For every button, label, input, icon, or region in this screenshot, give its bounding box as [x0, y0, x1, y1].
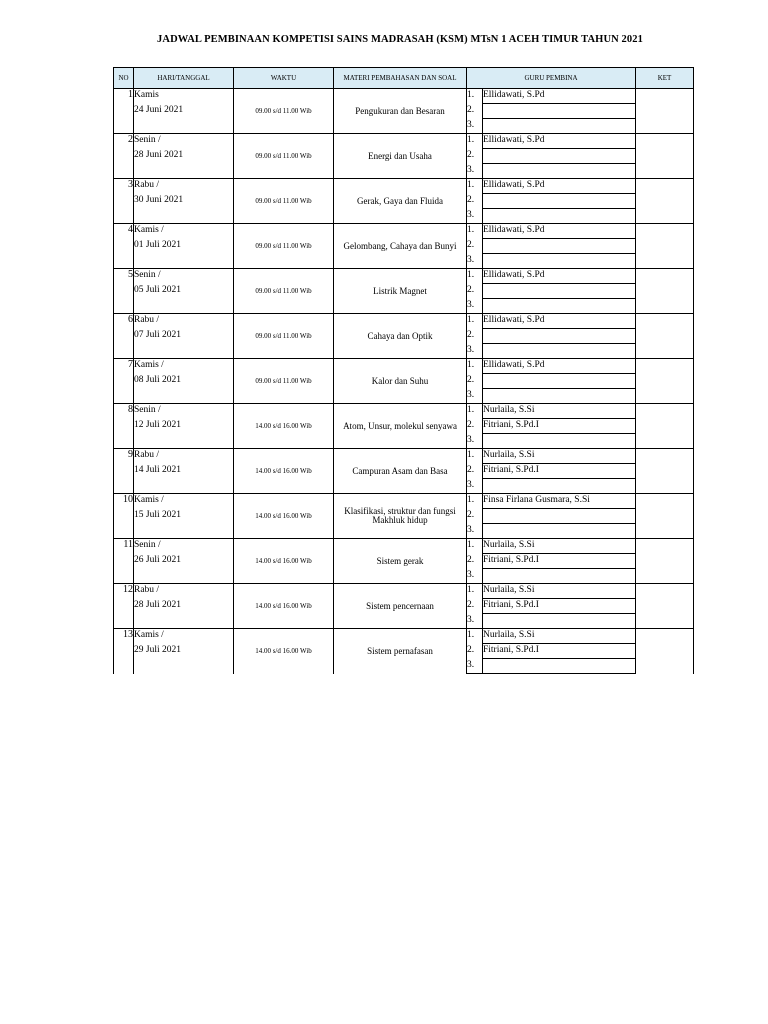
teacher-slot-number: 3. [467, 209, 483, 224]
table-row [114, 404, 694, 419]
row-number: 8 [114, 404, 134, 449]
teacher-name [483, 194, 636, 209]
row-day: Kamis [134, 90, 159, 100]
row-topic: Sistem pencernaan [334, 584, 467, 629]
teacher-slot-number: 3. [467, 524, 483, 539]
teacher-slot-number: 1. [467, 314, 483, 329]
row-date: 29 Juli 2021 [134, 645, 181, 655]
teacher-name [483, 239, 636, 254]
teacher-name: Ellidawati, S.Pd [483, 314, 636, 329]
row-time: 09.00 s/d 11.00 Wib [234, 179, 334, 224]
teacher-name [483, 659, 636, 674]
row-time: 14.00 s/d 16.00 Wib [234, 494, 334, 539]
table-row [114, 359, 694, 374]
teacher-slot-number: 3. [467, 254, 483, 269]
row-topic: Gerak, Gaya dan Fluida [334, 179, 467, 224]
teacher-name: Nurlaila, S.Si [483, 629, 636, 644]
teacher-name: Ellidawati, S.Pd [483, 269, 636, 284]
row-time: 09.00 s/d 11.00 Wib [234, 134, 334, 179]
row-day-date [134, 224, 234, 269]
row-day-date [134, 269, 234, 314]
schedule-table [113, 67, 694, 674]
table-row [114, 269, 694, 284]
row-time: 09.00 s/d 11.00 Wib [234, 269, 334, 314]
teacher-name [483, 509, 636, 524]
row-ket [636, 179, 694, 224]
teacher-name [483, 344, 636, 359]
row-day: Rabu / [134, 450, 160, 460]
teacher-slot-number: 1. [467, 494, 483, 509]
teacher-slot-number: 1. [467, 134, 483, 149]
teacher-name: Fitriani, S.Pd.I [483, 644, 636, 659]
row-ket [636, 359, 694, 404]
teacher-slot-number: 2. [467, 329, 483, 344]
row-time: 14.00 s/d 16.00 Wib [234, 449, 334, 494]
row-ket [636, 449, 694, 494]
teacher-slot-number: 3. [467, 434, 483, 449]
teacher-name [483, 299, 636, 314]
teacher-name [483, 164, 636, 179]
row-day: Senin / [134, 270, 161, 280]
row-day-date [134, 314, 234, 359]
teacher-slot-number: 2. [467, 554, 483, 569]
row-day: Kamis / [134, 630, 164, 640]
teacher-name: Nurlaila, S.Si [483, 584, 636, 599]
row-day-date [134, 359, 234, 404]
header-ket: KET [636, 68, 694, 89]
row-number: 12 [114, 584, 134, 629]
teacher-name: Nurlaila, S.Si [483, 449, 636, 464]
teacher-slot-number: 3. [467, 614, 483, 629]
teacher-slot-number: 1. [467, 539, 483, 554]
row-time: 09.00 s/d 11.00 Wib [234, 224, 334, 269]
row-day-date [134, 539, 234, 584]
teacher-name [483, 254, 636, 269]
teacher-name [483, 524, 636, 539]
row-date: 08 Juli 2021 [134, 375, 181, 385]
teacher-slot-number: 3. [467, 344, 483, 359]
header-no: NO [114, 68, 134, 89]
teacher-name [483, 569, 636, 584]
teacher-name: Fitriani, S.Pd.I [483, 419, 636, 434]
row-topic: Atom, Unsur, molekul senyawa [334, 404, 467, 449]
teacher-slot-number: 1. [467, 89, 483, 104]
row-day-date [134, 449, 234, 494]
row-ket [636, 134, 694, 179]
teacher-name [483, 104, 636, 119]
table-row [114, 539, 694, 554]
teacher-name [483, 479, 636, 494]
teacher-name: Ellidawati, S.Pd [483, 224, 636, 239]
row-number: 11 [114, 539, 134, 584]
row-date: 28 Juni 2021 [134, 150, 184, 160]
teacher-slot-number: 2. [467, 149, 483, 164]
teacher-slot-number: 2. [467, 374, 483, 389]
row-date: 15 Juli 2021 [134, 510, 181, 520]
row-day-date [134, 179, 234, 224]
row-ket [636, 629, 694, 674]
row-day: Kamis / [134, 225, 164, 235]
row-day-date [134, 89, 234, 134]
row-time: 14.00 s/d 16.00 Wib [234, 404, 334, 449]
row-number: 7 [114, 359, 134, 404]
row-time: 14.00 s/d 16.00 Wib [234, 629, 334, 674]
row-number: 13 [114, 629, 134, 674]
row-date: 05 Juli 2021 [134, 285, 181, 295]
teacher-slot-number: 3. [467, 569, 483, 584]
row-day-date [134, 404, 234, 449]
teacher-name [483, 434, 636, 449]
row-number: 9 [114, 449, 134, 494]
row-topic: Pengukuran dan Besaran [334, 89, 467, 134]
table-row [114, 494, 694, 509]
table-row [114, 584, 694, 599]
table-row [114, 89, 694, 104]
teacher-slot-number: 2. [467, 644, 483, 659]
teacher-slot-number: 1. [467, 359, 483, 374]
row-number: 3 [114, 179, 134, 224]
row-day: Rabu / [134, 315, 160, 325]
table-row [114, 449, 694, 464]
row-day-date [134, 134, 234, 179]
teacher-slot-number: 2. [467, 284, 483, 299]
row-day: Senin / [134, 135, 161, 145]
teacher-name: Fitriani, S.Pd.I [483, 464, 636, 479]
row-day-date [134, 494, 234, 539]
teacher-slot-number: 1. [467, 449, 483, 464]
row-day: Rabu / [134, 180, 160, 190]
teacher-name: Ellidawati, S.Pd [483, 89, 636, 104]
teacher-slot-number: 1. [467, 584, 483, 599]
teacher-slot-number: 2. [467, 419, 483, 434]
teacher-slot-number: 3. [467, 119, 483, 134]
row-number: 1 [114, 89, 134, 134]
row-topic: Cahaya dan Optik [334, 314, 467, 359]
row-ket [636, 539, 694, 584]
teacher-slot-number: 2. [467, 509, 483, 524]
table-row [114, 314, 694, 329]
row-time: 09.00 s/d 11.00 Wib [234, 359, 334, 404]
row-ket [636, 224, 694, 269]
teacher-name: Fitriani, S.Pd.I [483, 599, 636, 614]
row-ket [636, 494, 694, 539]
row-topic: Sistem gerak [334, 539, 467, 584]
teacher-name [483, 614, 636, 629]
teacher-name: Ellidawati, S.Pd [483, 134, 636, 149]
row-topic: Campuran Asam dan Basa [334, 449, 467, 494]
page-title: JADWAL PEMBINAAN KOMPETISI SAINS MADRASAH (KSM) MTsN 1 ACEH TIMUR TAHUN 2021 [157, 34, 643, 45]
row-time: 09.00 s/d 11.00 Wib [234, 314, 334, 359]
row-number: 2 [114, 134, 134, 179]
row-day: Kamis / [134, 360, 164, 370]
row-date: 30 Juni 2021 [134, 195, 184, 205]
header-teacher: GURU PEMBINA [467, 68, 636, 89]
teacher-slot-number: 2. [467, 599, 483, 614]
table-header-row [114, 68, 694, 89]
table-row [114, 179, 694, 194]
row-ket [636, 314, 694, 359]
header-day: HARI/TANGGAL [134, 68, 234, 89]
teacher-slot-number: 2. [467, 194, 483, 209]
teacher-slot-number: 1. [467, 404, 483, 419]
teacher-slot-number: 3. [467, 479, 483, 494]
teacher-name: Ellidawati, S.Pd [483, 359, 636, 374]
teacher-slot-number: 3. [467, 659, 483, 674]
row-topic: Klasifikasi, struktur dan fungsi Makhluk hidup [334, 494, 467, 539]
teacher-name [483, 284, 636, 299]
row-date: 26 Juli 2021 [134, 555, 181, 565]
teacher-name [483, 209, 636, 224]
row-time: 14.00 s/d 16.00 Wib [234, 584, 334, 629]
header-time: WAKTU [234, 68, 334, 89]
row-time: 09.00 s/d 11.00 Wib [234, 89, 334, 134]
row-day: Rabu / [134, 585, 160, 595]
schedule-body [114, 89, 694, 674]
teacher-name: Fitriani, S.Pd.I [483, 554, 636, 569]
row-number: 4 [114, 224, 134, 269]
teacher-slot-number: 3. [467, 164, 483, 179]
table-row [114, 224, 694, 239]
teacher-slot-number: 3. [467, 299, 483, 314]
row-number: 5 [114, 269, 134, 314]
row-time: 14.00 s/d 16.00 Wib [234, 539, 334, 584]
teacher-slot-number: 2. [467, 239, 483, 254]
row-topic: Kalor dan Suhu [334, 359, 467, 404]
row-date: 12 Juli 2021 [134, 420, 181, 430]
row-date: 01 Juli 2021 [134, 240, 181, 250]
row-day: Kamis / [134, 495, 164, 505]
row-day-date [134, 584, 234, 629]
row-date: 07 Juli 2021 [134, 330, 181, 340]
teacher-name [483, 149, 636, 164]
row-ket [636, 89, 694, 134]
teacher-name [483, 119, 636, 134]
row-ket [636, 404, 694, 449]
teacher-slot-number: 1. [467, 179, 483, 194]
teacher-slot-number: 3. [467, 389, 483, 404]
teacher-name [483, 329, 636, 344]
teacher-name: Nurlaila, S.Si [483, 539, 636, 554]
row-ket [636, 584, 694, 629]
row-date: 24 Juni 2021 [134, 105, 184, 115]
row-number: 6 [114, 314, 134, 359]
header-topic: MATERI PEMBAHASAN DAN SOAL [334, 68, 467, 89]
teacher-name: Nurlaila, S.Si [483, 404, 636, 419]
row-day: Senin / [134, 405, 161, 415]
row-date: 14 Juli 2021 [134, 465, 181, 475]
row-topic: Energi dan Usaha [334, 134, 467, 179]
row-date: 28 Juli 2021 [134, 600, 181, 610]
row-day-date [134, 629, 234, 674]
table-row [114, 629, 694, 644]
teacher-name [483, 374, 636, 389]
teacher-name: Ellidawati, S.Pd [483, 179, 636, 194]
row-ket [636, 269, 694, 314]
row-topic: Listrik Magnet [334, 269, 467, 314]
teacher-slot-number: 1. [467, 269, 483, 284]
teacher-slot-number: 2. [467, 464, 483, 479]
teacher-name: Finsa Firlana Gusmara, S.Si [483, 494, 636, 509]
row-topic: Sistem pernafasan [334, 629, 467, 674]
row-topic: Gelombang, Cahaya dan Bunyi [334, 224, 467, 269]
teacher-slot-number: 1. [467, 224, 483, 239]
table-row [114, 134, 694, 149]
teacher-slot-number: 2. [467, 104, 483, 119]
row-number: 10 [114, 494, 134, 539]
teacher-slot-number: 1. [467, 629, 483, 644]
row-day: Senin / [134, 540, 161, 550]
teacher-name [483, 389, 636, 404]
